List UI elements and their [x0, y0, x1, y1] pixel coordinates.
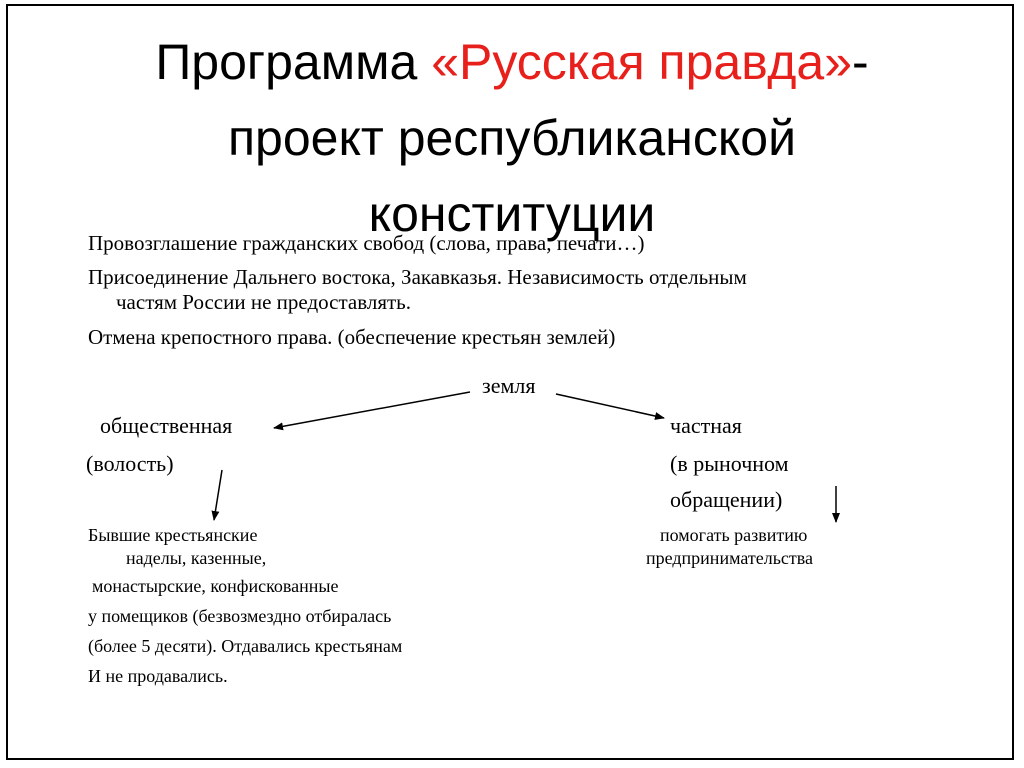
- arrow-to-private: [556, 394, 664, 418]
- left-detail-line: (более 5 десяти). Отдавались крестьянам: [88, 636, 403, 656]
- title-line-3: конституции: [368, 186, 656, 242]
- title-suffix: -: [852, 34, 869, 90]
- left-detail-line: И не продавались.: [88, 666, 228, 686]
- point-serfdom: Отмена крепостного права. (обеспечение крестьян землей): [88, 325, 616, 349]
- diagram-right-sublabel-1: (в рыночном: [670, 451, 789, 476]
- diagram-right-label: частная: [670, 413, 742, 438]
- title-prefix: Программа: [155, 34, 432, 90]
- point-annexation: Присоединение Дальнего востока, Закавказья. Независимость отдельным: [88, 265, 747, 289]
- left-detail-line: у помещиков (безвозмездно отбиралась: [88, 606, 392, 626]
- left-detail-line: Бывшие крестьянские: [88, 525, 258, 545]
- diagram-right-sublabel-2: обращении): [670, 487, 783, 512]
- title-line-2: проект республиканской: [227, 110, 797, 166]
- diagram-left-label: общественная: [100, 413, 233, 438]
- right-detail-line: помогать развитию: [660, 525, 808, 545]
- left-detail-line: наделы, казенные,: [126, 548, 267, 568]
- arrow-to-public: [274, 392, 470, 428]
- point-annexation-cont: частям России не предоставлять.: [116, 290, 412, 314]
- point-civil-freedoms: Провозглашение гражданских свобод (слова, права, печати…): [88, 231, 645, 255]
- diagram-left-sublabel: (волость): [86, 451, 174, 476]
- left-detail-line: монастырские, конфискованные: [92, 576, 339, 596]
- right-detail-line: предпринимательства: [646, 548, 814, 568]
- arrow-to-left-details: [214, 470, 222, 520]
- title-highlight: «Русская правда»: [431, 34, 853, 90]
- diagram-root: земля: [482, 373, 536, 398]
